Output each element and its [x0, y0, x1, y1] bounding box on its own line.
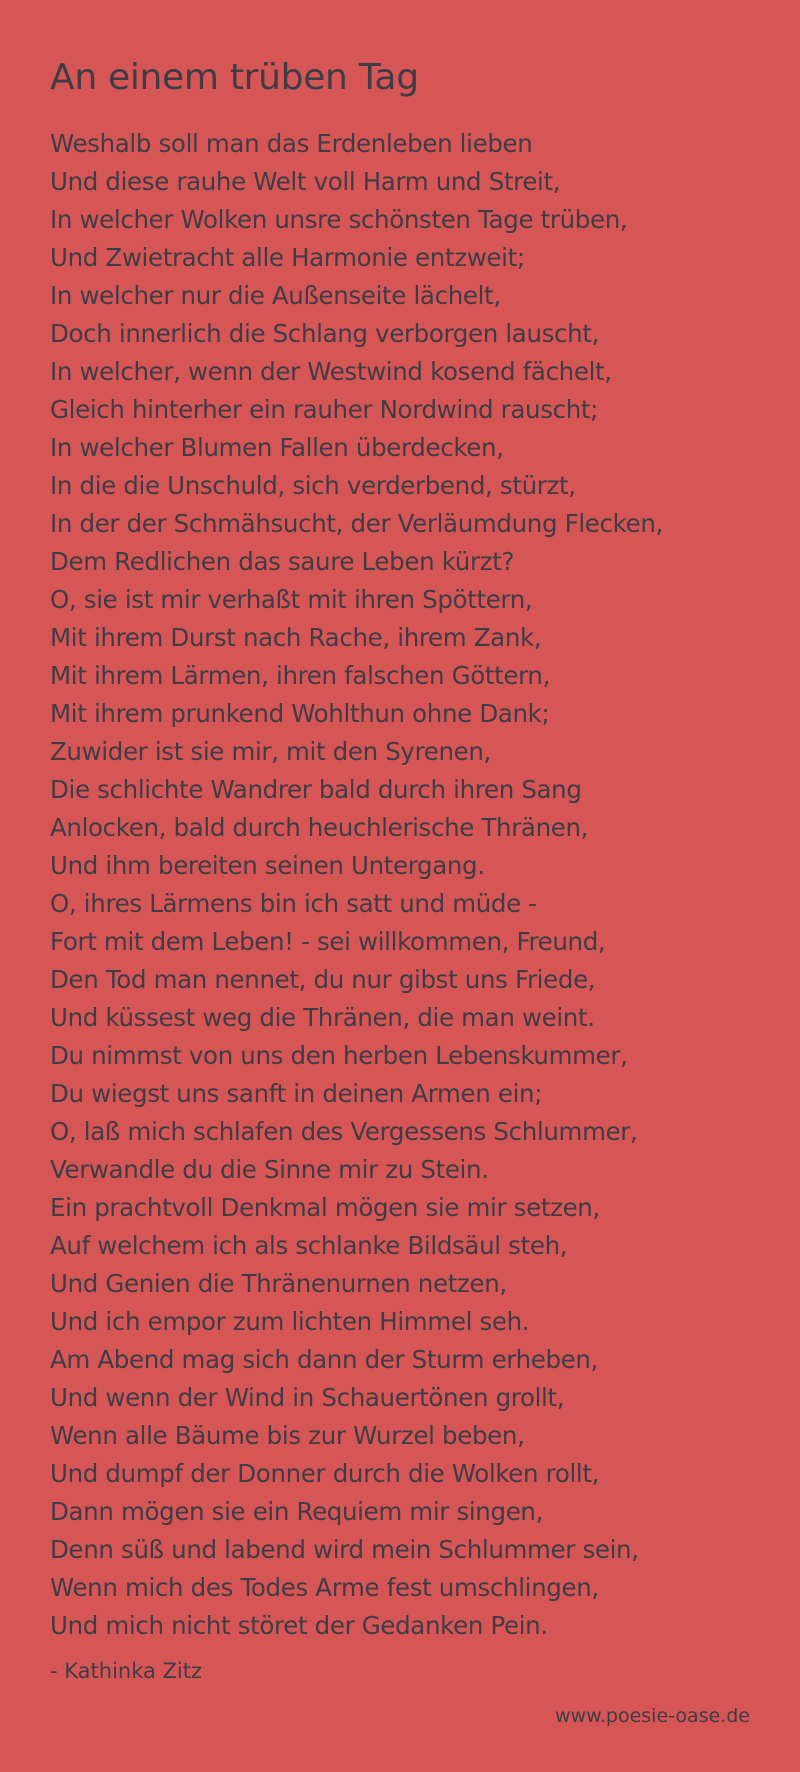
- poem-line: O, ihres Lärmens bin ich satt und müde -: [50, 889, 537, 918]
- poem-line: In die die Unschuld, sich verderbend, stürzt,: [50, 471, 576, 500]
- poem-line: Und Zwietracht alle Harmonie entzweit;: [50, 243, 525, 272]
- poem-line: Und ich empor zum lichten Himmel seh.: [50, 1307, 530, 1336]
- poem-line: Verwandle du die Sinne mir zu Stein.: [50, 1155, 489, 1184]
- poem-line: Und küssest weg die Thränen, die man weint.: [50, 1003, 595, 1032]
- poem-line: O, sie ist mir verhaßt mit ihren Spöttern,: [50, 585, 533, 614]
- poem-line: Gleich hinterher ein rauher Nordwind rauscht;: [50, 395, 599, 424]
- poem-line: Am Abend mag sich dann der Sturm erheben,: [50, 1345, 599, 1374]
- poem-line: Und mich nicht störet der Gedanken Pein.: [50, 1611, 548, 1640]
- poem-line: Dann mögen sie ein Requiem mir singen,: [50, 1497, 544, 1526]
- poem-line: Mit ihrem Durst nach Rache, ihrem Zank,: [50, 623, 542, 652]
- poem-line: Mit ihrem Lärmen, ihren falschen Göttern,: [50, 661, 551, 690]
- poem-line: Und diese rauhe Welt voll Harm und Streit,: [50, 167, 561, 196]
- website-url: www.poesie-oase.de: [554, 1705, 750, 1727]
- poem-line: O, laß mich schlafen des Vergessens Schlummer,: [50, 1117, 638, 1146]
- poem-line: Anlocken, bald durch heuchlerische Thränen,: [50, 813, 589, 842]
- poem-line: Denn süß und labend wird mein Schlummer sein,: [50, 1535, 639, 1564]
- poem-line: Ein prachtvoll Denkmal mögen sie mir setzen,: [50, 1193, 600, 1222]
- poem-line: Die schlichte Wandrer bald durch ihren Sang: [50, 775, 582, 804]
- poem-line: Fort mit dem Leben! - sei willkommen, Freund,: [50, 927, 606, 956]
- poem-line: In welcher Blumen Fallen überdecken,: [50, 433, 504, 462]
- poem-line: Auf welchem ich als schlanke Bildsäul steh,: [50, 1231, 568, 1260]
- poem-line: Und dumpf der Donner durch die Wolken rollt,: [50, 1459, 600, 1488]
- poem-line: In der der Schmähsucht, der Verläumdung Flecken,: [50, 509, 663, 538]
- poem-line: In welcher nur die Außenseite lächelt,: [50, 281, 501, 310]
- poem-body: [50, 125, 663, 1645]
- poem-title: An einem trüben Tag: [50, 57, 419, 98]
- poem-line: In welcher Wolken unsre schönsten Tage trüben,: [50, 205, 628, 234]
- poem-line: Weshalb soll man das Erdenleben lieben: [50, 129, 533, 158]
- poem-line: Zuwider ist sie mir, mit den Syrenen,: [50, 737, 491, 766]
- poem-line: Und ihm bereiten seinen Untergang.: [50, 851, 485, 880]
- poem-line: Und Genien die Thränenurnen netzen,: [50, 1269, 507, 1298]
- poem-line: Wenn alle Bäume bis zur Wurzel beben,: [50, 1421, 525, 1450]
- poem-line: Mit ihrem prunkend Wohlthun ohne Dank;: [50, 699, 550, 728]
- poem-line: Den Tod man nennet, du nur gibst uns Friede,: [50, 965, 596, 994]
- poem-line: Doch innerlich die Schlang verborgen lauscht,: [50, 319, 600, 348]
- poem-author: - Kathinka Zitz: [50, 1659, 203, 1683]
- poem-line: Du nimmst von uns den herben Lebenskummer,: [50, 1041, 628, 1070]
- poem-line: Und wenn der Wind in Schauertönen grollt,: [50, 1383, 565, 1412]
- poem-line: In welcher, wenn der Westwind kosend fächelt,: [50, 357, 612, 386]
- poem-line: Dem Redlichen das saure Leben kürzt?: [50, 547, 515, 576]
- poem-line: Wenn mich des Todes Arme fest umschlingen,: [50, 1573, 599, 1602]
- poem-line: Du wiegst uns sanft in deinen Armen ein;: [50, 1079, 543, 1108]
